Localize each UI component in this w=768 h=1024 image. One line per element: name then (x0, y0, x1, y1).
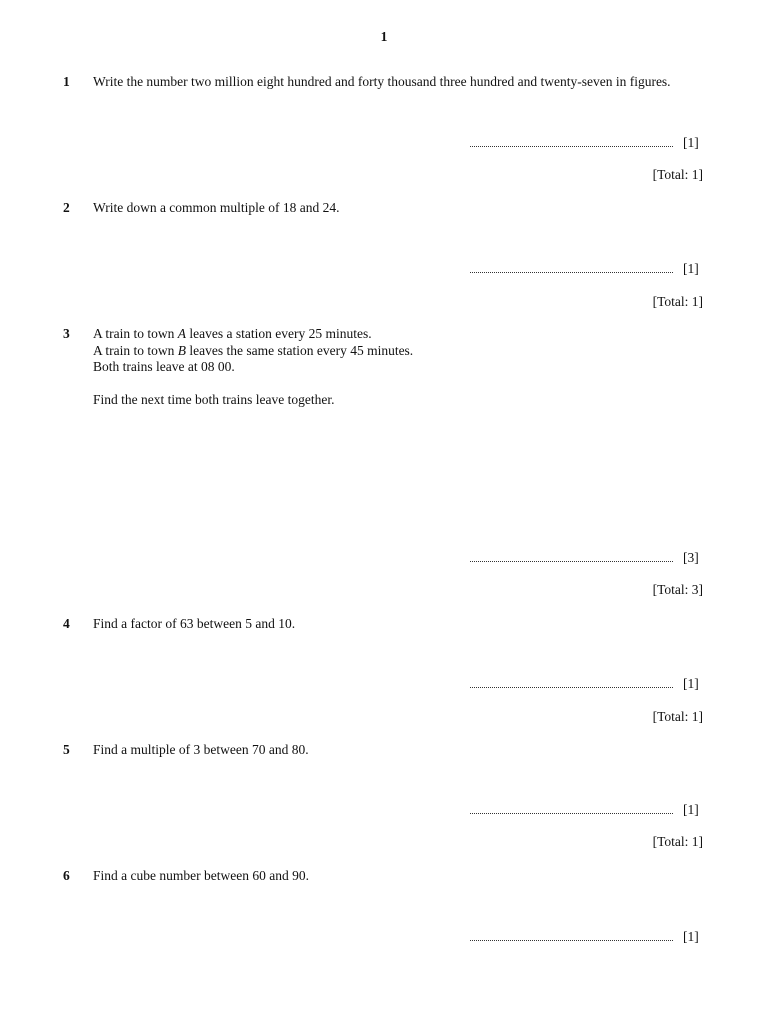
question-3-line-3: Both trains leave at 08 00. (93, 359, 235, 374)
answer-dotted-line[interactable] (470, 932, 673, 941)
answer-dotted-line[interactable] (470, 553, 673, 562)
question-3-answer-line[interactable] (470, 550, 703, 566)
question-1-number: 1 (63, 74, 70, 89)
question-3-text (93, 326, 413, 409)
question-4-line: Find a factor of 63 between 5 and 10. (93, 616, 296, 631)
answer-dotted-line[interactable] (470, 264, 673, 273)
question-3-line-2-end: leaves the same station every 45 minutes. (186, 342, 414, 358)
question-1-line: Write the number two million eight hundred and forty thousand three hundred and twenty-seven in figures. (93, 74, 671, 89)
question-4-answer-line[interactable] (470, 676, 703, 692)
question-1-marks: [1] (683, 135, 699, 150)
question-2-total: [Total: 1] (652, 294, 703, 309)
question-3-line-2 (93, 343, 413, 360)
question-5-line: Find a multiple of 3 between 70 and 80. (93, 742, 309, 757)
town-b-label: B (177, 342, 186, 358)
question-1-total: [Total: 1] (652, 167, 703, 182)
question-3-line-4: Find the next time both trains leave together. (93, 392, 335, 407)
question-6-marks: [1] (683, 929, 699, 944)
question-5-text (93, 742, 309, 759)
answer-dotted-line[interactable] (470, 138, 673, 147)
question-1-answer-line[interactable] (470, 135, 703, 151)
question-3-total: [Total: 3] (652, 582, 703, 597)
question-2-answer-line[interactable] (470, 261, 703, 277)
question-3-line-2-start: A train to town (93, 342, 178, 358)
question-4-total: [Total: 1] (652, 709, 703, 724)
question-5-number: 5 (63, 742, 70, 757)
page-number: 1 (380, 29, 388, 44)
question-2-text (93, 200, 340, 217)
question-6-answer-line[interactable] (470, 929, 703, 945)
question-6-number: 6 (63, 868, 70, 883)
question-4-number: 4 (63, 616, 70, 631)
question-6-text (93, 868, 309, 885)
question-1-text (93, 74, 671, 91)
question-6-line: Find a cube number between 60 and 90. (93, 868, 309, 883)
question-3-marks: [3] (683, 550, 699, 565)
question-2-number: 2 (63, 200, 70, 215)
answer-dotted-line[interactable] (470, 805, 673, 814)
question-3-number: 3 (63, 326, 70, 341)
question-2-marks: [1] (683, 261, 699, 276)
question-5-marks: [1] (683, 802, 699, 817)
question-5-total: [Total: 1] (652, 834, 703, 849)
question-3-line-1-end: leaves a station every 25 minutes. (186, 326, 372, 341)
answer-dotted-line[interactable] (470, 679, 673, 688)
question-2-line: Write down a common multiple of 18 and 24. (93, 200, 340, 215)
question-3-line-1 (93, 326, 413, 343)
question-3-line-1-start: A train to town (93, 326, 178, 341)
question-5-answer-line[interactable] (470, 802, 703, 818)
question-4-marks: [1] (683, 676, 699, 691)
town-a-label: A (177, 326, 186, 341)
question-4-text (93, 616, 295, 633)
